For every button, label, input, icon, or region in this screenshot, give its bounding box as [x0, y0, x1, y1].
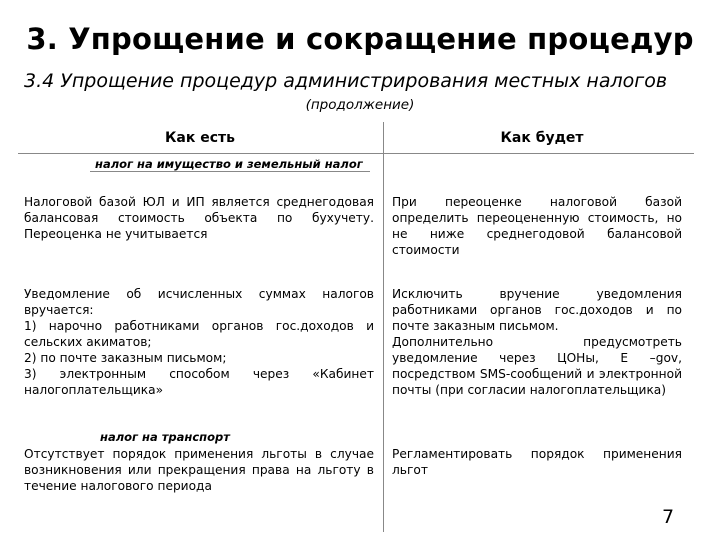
row-3-as-is: Отсутствует порядок применения льготы в случае возникновения или прекращения права на льготу в течение налогового периода	[24, 447, 374, 493]
column-header-as-is: Как есть	[164, 130, 236, 146]
row-2-to-be: Исключить вручение уведомления работниками органов гос.доходов и по почте заказным письмом. Дополнительно предусмотреть уведомление через ЦОНы, E –gov, посредством SMS-сообщений и электронной почты (при согласии налогоплательщика)	[392, 287, 682, 397]
row-1-as-is: Налоговой базой ЮЛ и ИП является среднегодовая балансовая стоимость объекта по бухучету. Переоценка не учитывается	[24, 195, 374, 241]
column-header-to-be: Как будет	[500, 130, 584, 146]
page-number: 7	[662, 506, 675, 528]
header-divider	[18, 153, 694, 154]
continuation-note: (продолжение)	[305, 97, 415, 113]
column-divider	[383, 122, 384, 532]
slide-subtitle: 3.4 Упрощение процедур администрирования местных налогов	[24, 70, 668, 92]
row-3-to-be: Регламентировать порядок применения льгот	[392, 447, 682, 477]
section-underline	[90, 171, 370, 172]
row-2-as-is: Уведомление об исчисленных суммах налогов вручается: 1) нарочно работниками органов гос.доходов и сельских акиматов; 2) по почте заказным письмом; 3) электронным способом через «Кабинет налогоплательщика»	[24, 287, 374, 397]
section-label-transport-tax: налог на транспорт	[100, 430, 230, 444]
page-title: 3. Упрощение и сокращение процедур	[26, 22, 694, 56]
row-1-to-be: При переоценке налоговой базой определить переоцененную стоимость, но не ниже среднегодовой балансовой стоимости	[392, 195, 682, 257]
section-label-property-land-tax: налог на имущество и земельный налог	[95, 157, 363, 171]
